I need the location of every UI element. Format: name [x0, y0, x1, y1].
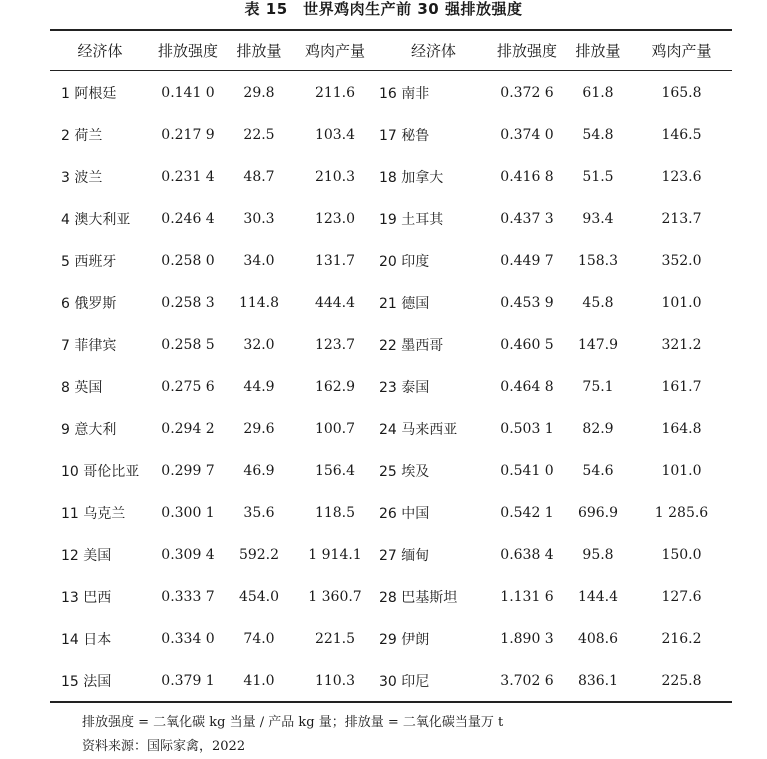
output-cell: 444.4 — [314, 295, 356, 311]
note-definition: 排放强度 = 二氧化碳 kg 当量 / 产品 kg 量；排放量 = 二氧化碳当量万 t — [82, 715, 504, 730]
economy-cell: 10 哥伦比亚 — [61, 464, 140, 480]
table-row — [50, 450, 732, 492]
output-cell: 221.5 — [314, 631, 356, 647]
output-cell: 123.7 — [314, 337, 356, 353]
intensity-cell: 0.416 8 — [500, 169, 554, 185]
output-cell: 118.5 — [314, 505, 356, 521]
emission-cell: 696.9 — [577, 505, 619, 521]
output-cell: 131.7 — [314, 253, 356, 269]
intensity-cell: 0.299 7 — [161, 463, 215, 479]
intensity-cell: 0.309 4 — [161, 547, 215, 563]
output-cell: 150.0 — [661, 547, 702, 563]
emission-cell: 48.7 — [243, 169, 275, 185]
economy-cell: 27 缅甸 — [379, 548, 430, 564]
emission-cell: 32.0 — [243, 337, 275, 353]
intensity-cell: 0.246 4 — [161, 211, 215, 227]
emission-cell: 147.9 — [577, 337, 619, 353]
header-output: 鸡肉产量 — [651, 41, 712, 60]
table-header-row — [50, 30, 732, 70]
intensity-cell: 0.300 1 — [161, 505, 215, 521]
output-cell: 110.3 — [314, 673, 356, 689]
table-row — [50, 198, 732, 240]
table-row — [50, 618, 732, 660]
emission-cell: 158.3 — [577, 253, 619, 269]
economy-cell: 22 墨西哥 — [379, 338, 444, 354]
economy-cell: 26 中国 — [379, 506, 430, 522]
economy-cell: 28 巴基斯坦 — [379, 590, 458, 606]
economy-cell: 1 阿根廷 — [61, 86, 117, 102]
intensity-cell: 0.453 9 — [500, 295, 554, 311]
intensity-cell: 0.460 5 — [500, 337, 554, 353]
emission-cell: 592.2 — [238, 547, 280, 563]
output-cell: 123.0 — [314, 211, 356, 227]
output-cell: 127.6 — [661, 589, 702, 605]
table-row — [50, 324, 732, 366]
intensity-cell: 0.258 0 — [161, 253, 215, 269]
economy-cell: 16 南非 — [379, 86, 430, 102]
intensity-cell: 0.464 8 — [500, 379, 554, 395]
economy-cell: 3 波兰 — [61, 170, 103, 186]
intensity-cell: 3.702 6 — [500, 673, 554, 689]
emission-cell: 54.8 — [582, 127, 614, 143]
output-cell: 101.0 — [661, 463, 702, 479]
economy-cell: 9 意大利 — [61, 422, 117, 438]
emission-cell: 30.3 — [243, 211, 275, 227]
output-cell: 123.6 — [661, 169, 702, 185]
output-cell: 1 285.6 — [654, 505, 709, 521]
emission-cell: 45.8 — [582, 295, 614, 311]
economy-cell: 18 加拿大 — [379, 170, 444, 186]
table-row — [50, 366, 732, 408]
emission-cell: 44.9 — [243, 379, 275, 395]
table-row — [50, 156, 732, 198]
economy-cell: 17 秘鲁 — [379, 128, 430, 144]
emission-table — [50, 30, 732, 702]
header-emission: 排放量 — [236, 41, 282, 60]
intensity-cell: 0.379 1 — [161, 673, 215, 689]
table-row — [50, 534, 732, 576]
output-cell: 164.8 — [661, 421, 702, 437]
output-cell: 101.0 — [661, 295, 702, 311]
table-notes — [82, 711, 503, 759]
output-cell: 352.0 — [661, 253, 702, 269]
economy-cell: 7 菲律宾 — [61, 338, 117, 354]
table-row — [50, 492, 732, 534]
intensity-cell: 0.141 0 — [161, 85, 215, 101]
intensity-cell: 0.217 9 — [161, 127, 215, 143]
header-economy: 经济体 — [77, 41, 123, 60]
economy-cell: 4 澳大利亚 — [61, 212, 131, 228]
emission-cell: 46.9 — [243, 463, 275, 479]
economy-cell: 2 荷兰 — [61, 128, 103, 144]
emission-cell: 93.4 — [582, 211, 614, 227]
output-cell: 165.8 — [661, 85, 702, 101]
economy-cell: 13 巴西 — [61, 590, 112, 606]
intensity-cell: 0.638 4 — [500, 547, 554, 563]
table-row — [50, 408, 732, 450]
economy-cell: 20 印度 — [379, 254, 430, 270]
emission-cell: 29.6 — [243, 421, 275, 437]
economy-cell: 23 泰国 — [379, 380, 430, 396]
intensity-cell: 0.503 1 — [500, 421, 554, 437]
table-row — [50, 660, 732, 702]
table-row — [50, 114, 732, 156]
economy-cell: 14 日本 — [61, 632, 112, 648]
economy-cell: 6 俄罗斯 — [61, 296, 117, 312]
intensity-cell: 0.333 7 — [161, 589, 215, 605]
output-cell: 211.6 — [314, 85, 356, 101]
intensity-cell: 0.231 4 — [161, 169, 215, 185]
intensity-cell: 0.372 6 — [500, 85, 554, 101]
header-economy: 经济体 — [410, 41, 456, 60]
emission-cell: 22.5 — [243, 127, 275, 143]
table-row — [50, 576, 732, 618]
note-source: 资料来源：国际家禽，2022 — [82, 739, 246, 754]
economy-cell: 25 埃及 — [379, 464, 430, 480]
intensity-cell: 0.334 0 — [161, 631, 215, 647]
intensity-cell: 0.542 1 — [500, 505, 554, 521]
economy-cell: 8 英国 — [61, 380, 103, 396]
header-intensity: 排放强度 — [496, 41, 557, 60]
economy-cell: 29 伊朗 — [379, 632, 430, 648]
intensity-cell: 0.258 5 — [161, 337, 215, 353]
intensity-cell: 0.449 7 — [500, 253, 554, 269]
intensity-cell: 1.890 3 — [500, 631, 554, 647]
intensity-cell: 1.131 6 — [500, 589, 554, 605]
intensity-cell: 0.374 0 — [500, 127, 554, 143]
emission-cell: 836.1 — [577, 673, 619, 689]
output-cell: 216.2 — [661, 631, 702, 647]
output-cell: 156.4 — [314, 463, 356, 479]
economy-cell: 12 美国 — [61, 548, 112, 564]
economy-cell: 19 土耳其 — [379, 212, 444, 228]
output-cell: 162.9 — [314, 379, 356, 395]
intensity-cell: 0.275 6 — [161, 379, 215, 395]
table-title: 表 15 世界鸡肉生产前 30 强排放强度 — [244, 0, 523, 18]
table-row — [50, 282, 732, 324]
output-cell: 146.5 — [661, 127, 702, 143]
economy-cell: 30 印尼 — [379, 674, 430, 690]
emission-cell: 114.8 — [238, 295, 280, 311]
output-cell: 103.4 — [314, 127, 356, 143]
economy-cell: 11 乌克兰 — [61, 506, 126, 522]
output-cell: 1 360.7 — [308, 589, 362, 605]
economy-cell: 15 法国 — [61, 674, 112, 690]
emission-cell: 408.6 — [577, 631, 619, 647]
emission-cell: 35.6 — [243, 505, 275, 521]
header-output: 鸡肉产量 — [304, 41, 365, 60]
emission-cell: 75.1 — [582, 379, 614, 395]
output-cell: 210.3 — [314, 169, 356, 185]
economy-cell: 24 马来西亚 — [379, 422, 458, 438]
emission-cell: 29.8 — [243, 85, 275, 101]
table-row — [50, 240, 732, 282]
table-row — [50, 70, 732, 114]
emission-cell: 41.0 — [243, 673, 275, 689]
intensity-cell: 0.258 3 — [161, 295, 215, 311]
emission-cell: 82.9 — [582, 421, 614, 437]
emission-cell: 34.0 — [243, 253, 275, 269]
intensity-cell: 0.437 3 — [500, 211, 554, 227]
output-cell: 161.7 — [661, 379, 702, 395]
economy-cell: 5 西班牙 — [61, 254, 117, 270]
emission-cell: 95.8 — [582, 547, 614, 563]
output-cell: 321.2 — [661, 337, 702, 353]
output-cell: 100.7 — [314, 421, 356, 437]
header-intensity: 排放强度 — [157, 41, 218, 60]
output-cell: 225.8 — [661, 673, 702, 689]
emission-cell: 61.8 — [582, 85, 614, 101]
emission-cell: 454.0 — [238, 589, 280, 605]
emission-cell: 51.5 — [582, 169, 614, 185]
output-cell: 213.7 — [661, 211, 702, 227]
economy-cell: 21 德国 — [379, 296, 430, 312]
intensity-cell: 0.541 0 — [500, 463, 554, 479]
header-emission: 排放量 — [575, 41, 621, 60]
emission-cell: 74.0 — [243, 631, 275, 647]
output-cell: 1 914.1 — [308, 547, 362, 563]
emission-cell: 54.6 — [582, 463, 614, 479]
emission-cell: 144.4 — [577, 589, 619, 605]
intensity-cell: 0.294 2 — [161, 421, 215, 437]
